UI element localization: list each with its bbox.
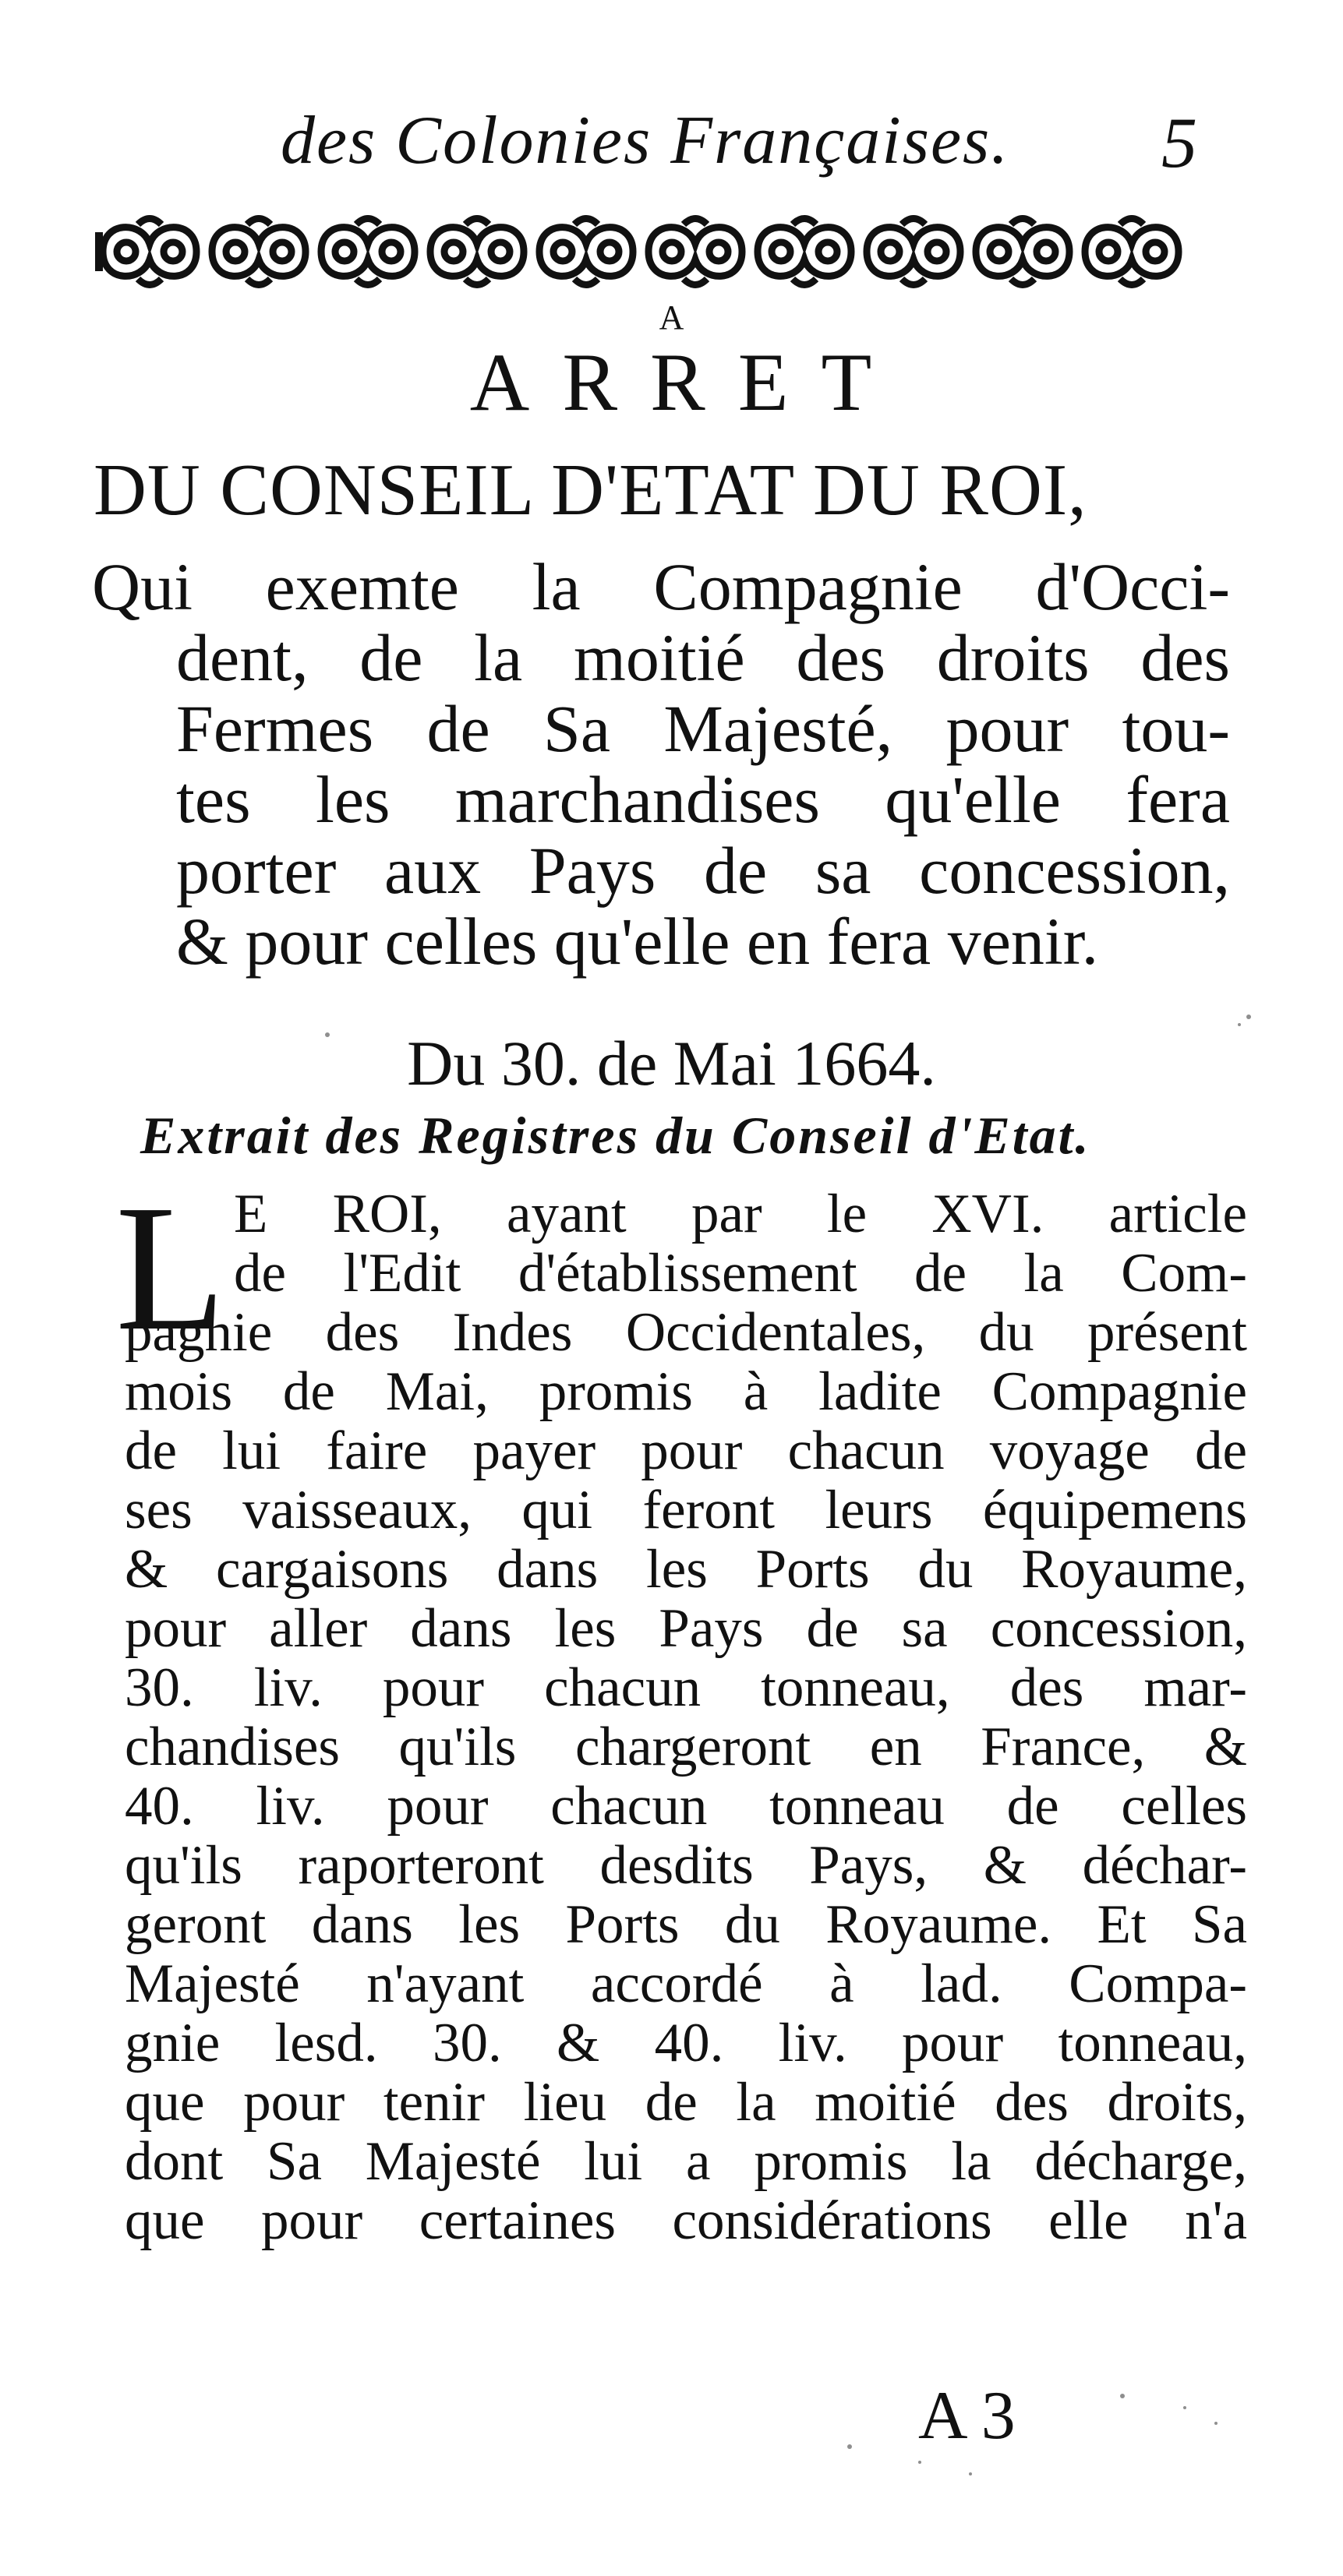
- summary-line: porter aux Pays de sa concession,: [176, 833, 1230, 908]
- signature-mark: A 3: [918, 2378, 1016, 2454]
- body-line: que pour tenir lieu de la moitié des droits,: [125, 2072, 1247, 2133]
- drop-cap: L: [115, 1168, 226, 1368]
- extract-heading: Extrait des Registres du Conseil d'Etat.: [140, 1106, 1091, 1165]
- body-line: que pour certaines considérations elle n'a: [125, 2190, 1247, 2251]
- body-line: gnie lesd. 30. & 40. liv. pour tonneau,: [125, 2013, 1247, 2073]
- accent-mark: A: [659, 298, 684, 337]
- body-line: 30. liv. pour chacun tonneau, des mar-: [125, 1657, 1247, 1718]
- body-paragraph: [125, 1184, 1247, 2250]
- page-number: 5: [1161, 103, 1197, 182]
- summary-line: & pour celles qu'elle en fera venir.: [176, 904, 1099, 979]
- body-line: pagnie des Indes Occidentales, du présent: [125, 1302, 1247, 1363]
- body-line: chandises qu'ils chargeront en France, &: [125, 1717, 1247, 1777]
- summary-line: Qui exemte la Compagnie d'Occi-: [92, 549, 1230, 624]
- summary-paragraph: [92, 549, 1230, 979]
- document-title: ARRET: [469, 337, 905, 428]
- body-line: E ROI, ayant par le XVI. article: [234, 1184, 1247, 1244]
- body-line: Majesté n'ayant accordé à lad. Compa-: [125, 1953, 1247, 2014]
- body-line: geront dans les Ports du Royaume. Et Sa: [125, 1894, 1247, 1955]
- body-line: dont Sa Majesté lui a promis la décharge,: [125, 2131, 1247, 2192]
- body-line: ses vaisseaux, qui feront leurs équipemens: [125, 1480, 1247, 1540]
- running-head: des Colonies Françaises.: [281, 103, 1010, 178]
- summary-line: dent, de la moitié des droits des: [176, 620, 1230, 695]
- summary-line: Fermes de Sa Majesté, pour tou-: [176, 691, 1230, 766]
- body-line: de l'Edit d'établissement de la Com-: [234, 1243, 1247, 1304]
- body-line: qu'ils raporteront desdits Pays, & déchar-: [125, 1835, 1247, 1896]
- body-line: & cargaisons dans les Ports du Royaume,: [125, 1539, 1247, 1600]
- document-subtitle: DU CONSEIL D'ETAT DU ROI,: [94, 450, 1087, 531]
- body-line: 40. liv. pour chacun tonneau de celles: [125, 1776, 1247, 1837]
- body-line: de lui faire payer pour chacun voyage de: [125, 1420, 1247, 1481]
- date-line: Du 30. de Mai 1664.: [407, 1028, 936, 1099]
- ornament-band: [95, 209, 1210, 295]
- summary-line: tes les marchandises qu'elle fera: [176, 762, 1230, 837]
- body-line: mois de Mai, promis à ladite Compagnie: [125, 1361, 1247, 1422]
- body-line: pour aller dans les Pays de sa concession,: [125, 1598, 1247, 1659]
